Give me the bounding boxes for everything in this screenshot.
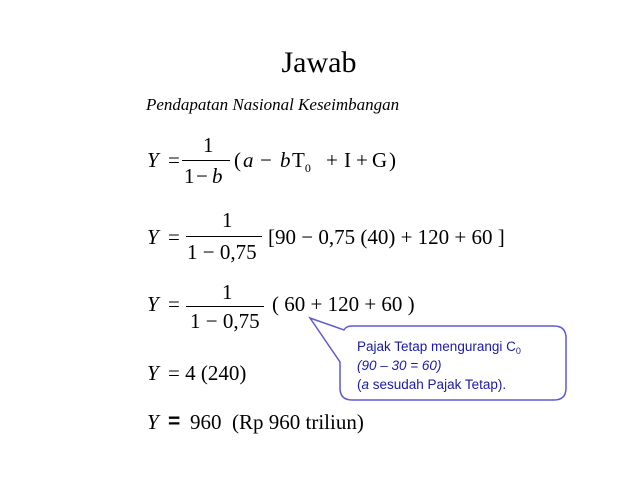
eq1-plus-1: + [326,148,338,172]
callout-line-3: (a sesudah Pajak Tetap). [357,377,507,392]
slide-subtitle: Pendapatan Nasional Keseimbangan [146,95,400,114]
eq3-rhs: ( 60 + 120 + 60 ) [272,292,415,316]
eq2-lhs: Y [147,225,159,249]
eq2-equals: = [168,225,180,249]
callout-line-1: Pajak Tetap mengurangi $C_0$ [357,339,521,356]
eq1-minus: − [260,148,272,172]
eq5-equals: = [168,410,181,433]
eq3-equals: = [168,292,180,316]
eq1-close: ) [389,148,396,172]
eq5-note: (Rp 960 triliun) [232,410,364,434]
callout-line-2: (90 – 30 = 60) [357,358,442,373]
eq1-T-subscript: 0 [304,161,311,175]
eq3-numerator: 1 [222,280,233,304]
eq3-denominator: 1 − 0,75 [190,309,260,333]
eq1-lhs: Y [147,148,159,172]
eq2-rhs: [90 − 0,75 (40) + 120 + 60 ] [268,225,505,249]
eq1-open: ( [234,148,241,172]
eq2-denominator: 1 − 0,75 [187,240,257,264]
eq1-a: a [243,148,254,172]
eq4-rhs: = 4 (240) [168,361,247,385]
eq1-G: G [372,148,388,172]
eq1-plus-2: + [356,148,368,172]
callout-subscript: 0 [515,346,521,356]
eq1-den-minus: − [196,164,208,188]
eq1-b: b [280,148,291,172]
eq2-numerator: 1 [222,208,233,232]
eq1-den-one: 1 [184,164,195,188]
eq5-value: 960 [190,410,222,434]
slide-title: Jawab [281,46,357,79]
eq1-den-b: b [212,164,223,188]
eq3-lhs: Y [147,292,159,316]
eq1-T: $T_0$ [292,148,311,175]
eq1-numerator: 1 [203,133,214,157]
eq1-I: I [344,148,351,172]
eq5-lhs: Y [147,410,159,434]
eq4-lhs: Y [147,361,159,385]
eq1-equals: = [168,148,180,172]
